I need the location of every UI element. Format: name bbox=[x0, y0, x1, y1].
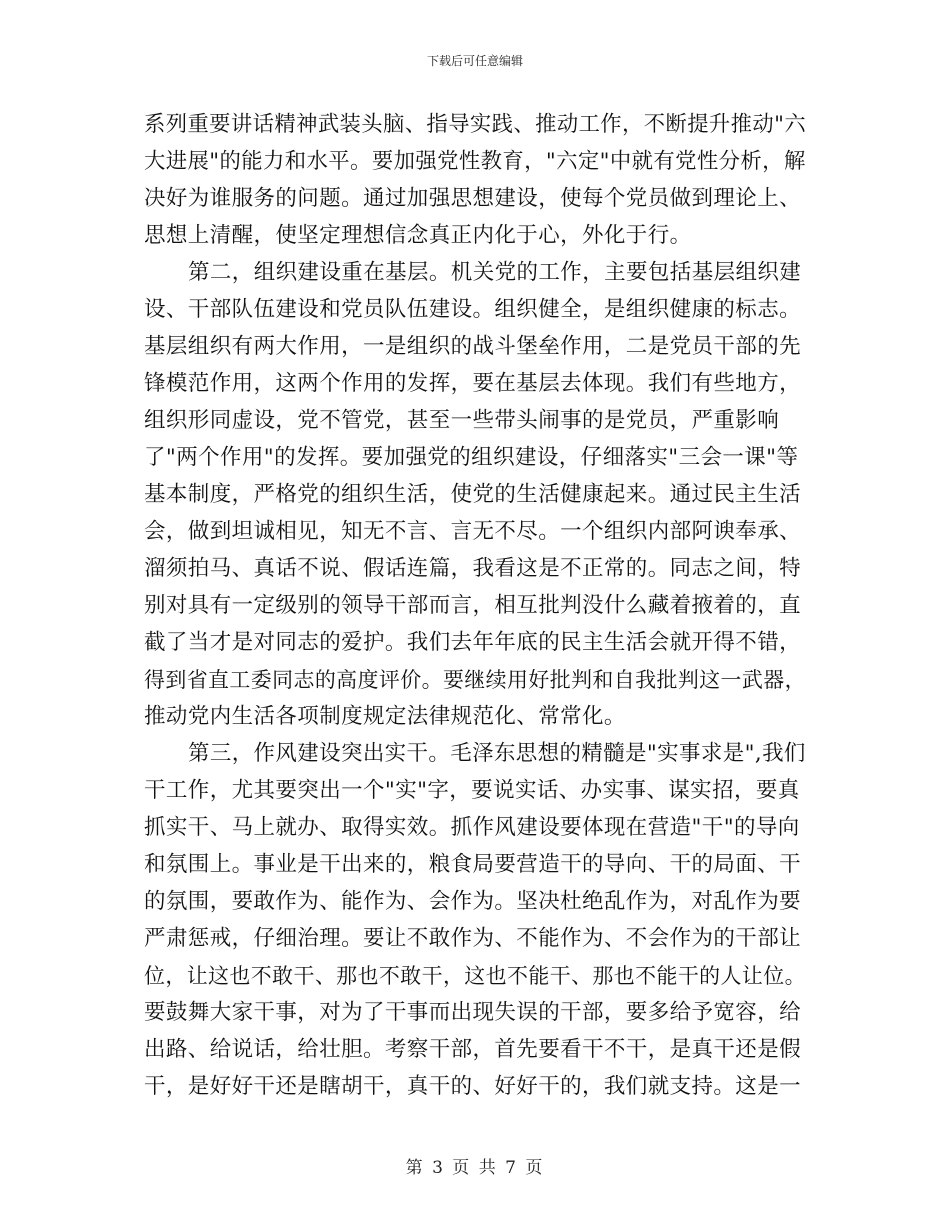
text-line: 决好为谁服务的问题。通过加强思想建设，使每个党员做到理论上、 bbox=[144, 186, 802, 211]
paragraph-start-line: 第二，组织建设重在基层。机关党的工作，主要包括基层组织建 bbox=[188, 260, 802, 285]
text-line: 要鼓舞大家干事，对为了干事而出现失误的干部，要多给予宽容，给 bbox=[144, 1000, 802, 1025]
text-line: 严肃惩戒，仔细治理。要让不敢作为、不能作为、不会作为的干部让 bbox=[144, 926, 802, 951]
text-line: 推动党内生活各项制度规定法律规范化、常常化。 bbox=[144, 704, 626, 729]
text-line: 别对具有一定级别的领导干部而言，相互批判没什么藏着掖着的，直 bbox=[144, 593, 802, 618]
text-line: 锋模范作用，这两个作用的发挥，要在基层去体现。我们有些地方， bbox=[144, 371, 802, 396]
text-line: 溜须拍马、真话不说、假话连篇，我看这是不正常的。同志之间，特 bbox=[144, 556, 802, 581]
text-line: 思想上清醒，使坚定理想信念真正内化于心，外化于行。 bbox=[144, 223, 692, 248]
text-line: 位，让这也不敢干、那也不敢干，这也不能干、那也不能干的人让位。 bbox=[144, 964, 806, 988]
text-line: 和氛围上。事业是干出来的，粮食局要营造干的导向、干的局面、干 bbox=[144, 852, 802, 877]
text-line: 抓实干、马上就办、取得实效。抓作风建设要体现在营造"干"的导向 bbox=[144, 815, 800, 840]
text-line: 的氛围，要敢作为、能作为、会作为。坚决杜绝乱作为，对乱作为要 bbox=[144, 889, 802, 914]
text-line: 了"两个作用"的发挥。要加强党的组织建设，仔细落实"三会一课"等 bbox=[144, 445, 799, 470]
text-line: 出路、给说话，给壮胆。考察干部，首先要看干不干，是真干还是假 bbox=[144, 1037, 802, 1062]
page-number-footer: 第 3 页 共 7 页 bbox=[405, 1158, 545, 1178]
text-line: 基本制度，严格党的组织生活，使党的生活健康起来。通过民主生活 bbox=[144, 482, 802, 507]
text-line: 得到省直工委同志的高度评价。要继续用好批判和自我批判这一武器， bbox=[144, 668, 806, 692]
text-line: 设、干部队伍建设和党员队伍建设。组织健全，是组织健康的标志。 bbox=[144, 297, 802, 322]
text-line: 干，是好好干还是瞎胡干，真干的、好好干的，我们就支持。这是一 bbox=[144, 1074, 802, 1099]
paragraph-start-line: 第三，作风建设突出实干。毛泽东思想的精髓是"实事求是",我们 bbox=[188, 741, 806, 766]
text-line: 干工作，尤其要突出一个"实"字，要说实话、办实事、谋实招，要真 bbox=[144, 778, 800, 803]
text-line: 截了当才是对同志的爱护。我们去年年底的民主生活会就开得不错， bbox=[144, 630, 802, 655]
text-line: 会，做到坦诚相见，知无不言、言无不尽。一个组织内部阿谀奉承、 bbox=[144, 519, 802, 544]
page-header-note: 下载后可任意编辑 bbox=[426, 54, 523, 68]
text-line: 系列重要讲话精神武装头脑、指导实践、推动工作，不断提升推动"六 bbox=[144, 112, 807, 137]
text-line: 组织形同虚设，党不管党，甚至一些带头闹事的是党员，严重影响 bbox=[144, 408, 780, 433]
text-line: 基层组织有两大作用，一是组织的战斗堡垒作用，二是党员干部的先 bbox=[144, 334, 802, 359]
text-line: 大进展"的能力和水平。要加强党性教育，"六定"中就有党性分析，解 bbox=[144, 149, 806, 174]
